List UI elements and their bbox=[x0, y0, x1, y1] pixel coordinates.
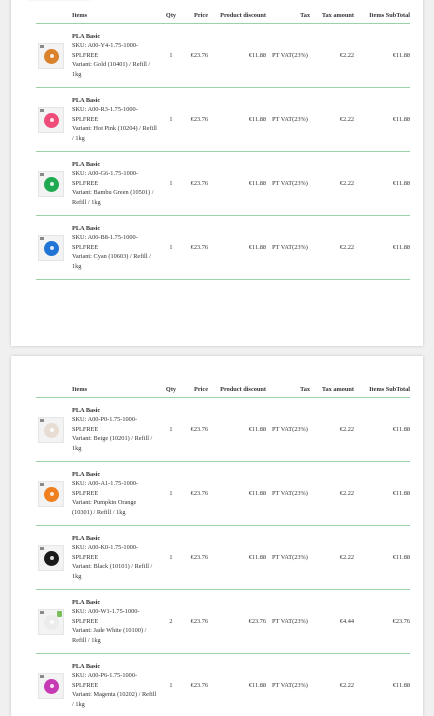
tax-cell: PT VAT(23%) bbox=[266, 24, 310, 88]
price-cell: €23.76 bbox=[182, 526, 208, 590]
product-thumbnail bbox=[38, 545, 64, 571]
tax-amount-cell: €2.22 bbox=[310, 24, 354, 88]
product-variant: Variant: Jade White (10100) / bbox=[72, 626, 160, 636]
product-variant-cont: 1kg bbox=[72, 572, 160, 582]
header-tax: Tax bbox=[266, 9, 310, 24]
product-description bbox=[72, 216, 160, 280]
tax-amount-cell: €4.44 bbox=[310, 590, 354, 654]
tax-cell: PT VAT(23%) bbox=[266, 654, 310, 716]
subtotal-cell: €11.88 bbox=[354, 398, 410, 462]
qty-cell: 1 bbox=[160, 216, 182, 280]
tax-cell: PT VAT(23%) bbox=[266, 216, 310, 280]
product-sku-suffix: SPLFREE bbox=[72, 115, 160, 125]
product-description bbox=[72, 398, 160, 462]
discount-cell: €11.88 bbox=[208, 526, 266, 590]
subtotal-cell: €11.88 bbox=[354, 462, 410, 526]
product-thumbnail bbox=[38, 107, 64, 133]
qty-cell: 1 bbox=[160, 654, 182, 716]
table-row bbox=[36, 152, 410, 216]
discount-cell: €11.88 bbox=[208, 152, 266, 216]
product-sku: SKU: A00-Y4-1.75-1000- bbox=[72, 41, 160, 51]
subtotal-cell: €23.76 bbox=[354, 590, 410, 654]
price-cell: €23.76 bbox=[182, 398, 208, 462]
product-thumbnail bbox=[38, 235, 64, 261]
product-variant-cont: 1kg bbox=[72, 444, 160, 454]
brand-logo-icon bbox=[40, 237, 44, 240]
product-sku-suffix: SPLFREE bbox=[72, 681, 160, 691]
header-image bbox=[36, 383, 72, 398]
header-discount: Product discount bbox=[208, 9, 266, 24]
product-sku: SKU: A00-R3-1.75-1000- bbox=[72, 105, 160, 115]
discount-cell: €11.88 bbox=[208, 398, 266, 462]
product-sku: SKU: A00-P6-1.75-1000- bbox=[72, 671, 160, 681]
brand-logo-icon bbox=[40, 675, 44, 678]
product-sku: SKU: A00-K0-1.75-1000- bbox=[72, 543, 160, 553]
product-variant: Variant: Hot Pink (10204) / Refill bbox=[72, 124, 160, 134]
table-header-row bbox=[36, 9, 410, 24]
qty-cell: 1 bbox=[160, 526, 182, 590]
product-variant: Variant: Bambu Green (10501) / bbox=[72, 188, 160, 198]
table-row bbox=[36, 590, 410, 654]
table-row bbox=[36, 88, 410, 152]
product-description bbox=[72, 462, 160, 526]
tax-amount-cell: €2.22 bbox=[310, 654, 354, 716]
product-image-cell bbox=[36, 526, 72, 590]
qty-cell: 1 bbox=[160, 398, 182, 462]
product-variant-cont: / 1kg bbox=[72, 134, 160, 144]
header-price: Price bbox=[182, 9, 208, 24]
table-row bbox=[36, 24, 410, 88]
price-cell: €23.76 bbox=[182, 88, 208, 152]
product-sku: SKU: A00-W1-1.75-1000- bbox=[72, 607, 160, 617]
product-variant: Variant: Pumpkin Orange bbox=[72, 498, 160, 508]
invoice-page-1 bbox=[11, 0, 423, 346]
product-name: PLA Basic bbox=[72, 224, 160, 234]
price-cell: €23.76 bbox=[182, 590, 208, 654]
product-sku-suffix: SPLFREE bbox=[72, 617, 160, 627]
product-description bbox=[72, 526, 160, 590]
brand-logo-icon bbox=[40, 483, 44, 486]
tax-amount-cell: €2.22 bbox=[310, 216, 354, 280]
items-body bbox=[36, 398, 410, 716]
price-cell: €23.76 bbox=[182, 462, 208, 526]
product-variant: Variant: Beige (10201) / Refill / bbox=[72, 434, 160, 444]
product-sku-suffix: SPLFREE bbox=[72, 243, 160, 253]
product-name: PLA Basic bbox=[72, 32, 160, 42]
qty-cell: 1 bbox=[160, 152, 182, 216]
brand-logo-icon bbox=[40, 45, 44, 48]
tax-amount-cell: €2.22 bbox=[310, 152, 354, 216]
product-name: PLA Basic bbox=[72, 160, 160, 170]
brand-logo-icon bbox=[40, 109, 44, 112]
header-tax-amount: Tax amount bbox=[310, 9, 354, 24]
tax-amount-cell: €2.22 bbox=[310, 462, 354, 526]
header-tax-amount: Tax amount bbox=[310, 383, 354, 398]
invoice-page-2 bbox=[11, 356, 423, 716]
product-variant-cont: Refill / 1kg bbox=[72, 198, 160, 208]
product-thumbnail bbox=[38, 417, 64, 443]
product-description bbox=[72, 24, 160, 88]
product-thumbnail bbox=[38, 609, 64, 635]
price-cell: €23.76 bbox=[182, 24, 208, 88]
brand-logo-icon bbox=[40, 547, 44, 550]
subtotal-cell: €11.88 bbox=[354, 654, 410, 716]
product-sku: SKU: A00-A1-1.75-1000- bbox=[72, 479, 160, 489]
subtotal-cell: €11.88 bbox=[354, 88, 410, 152]
product-sku: SKU: A00-G6-1.75-1000- bbox=[72, 169, 160, 179]
items-body bbox=[36, 24, 410, 280]
header-discount: Product discount bbox=[208, 383, 266, 398]
refill-bag-icon bbox=[57, 611, 62, 617]
spool-hub-icon bbox=[50, 246, 54, 250]
product-variant: Variant: Cyan (10603) / Refill / bbox=[72, 252, 160, 262]
subtotal-cell: €11.88 bbox=[354, 24, 410, 88]
tax-amount-cell: €2.22 bbox=[310, 398, 354, 462]
spool-hub-icon bbox=[50, 556, 54, 560]
product-name: PLA Basic bbox=[72, 96, 160, 106]
discount-cell: €11.88 bbox=[208, 24, 266, 88]
header-image bbox=[36, 9, 72, 24]
price-cell: €23.76 bbox=[182, 216, 208, 280]
qty-cell: 2 bbox=[160, 590, 182, 654]
discount-cell: €11.88 bbox=[208, 216, 266, 280]
product-thumbnail bbox=[38, 43, 64, 69]
table-header-row bbox=[36, 383, 410, 398]
product-thumbnail bbox=[38, 481, 64, 507]
tax-amount-cell: €2.22 bbox=[310, 526, 354, 590]
product-sku-suffix: SPLFREE bbox=[72, 553, 160, 563]
product-sku-suffix: SPLFREE bbox=[72, 179, 160, 189]
subtotal-cell: €11.88 bbox=[354, 216, 410, 280]
product-description bbox=[72, 152, 160, 216]
product-variant-cont: / 1kg bbox=[72, 700, 160, 710]
product-image-cell bbox=[36, 462, 72, 526]
product-name: PLA Basic bbox=[72, 406, 160, 416]
product-image-cell bbox=[36, 398, 72, 462]
header-qty: Qty bbox=[160, 9, 182, 24]
subtotal-cell: €11.88 bbox=[354, 152, 410, 216]
product-image-cell bbox=[36, 654, 72, 716]
spool-hub-icon bbox=[50, 620, 54, 624]
qty-cell: 1 bbox=[160, 88, 182, 152]
brand-logo-icon bbox=[40, 419, 44, 422]
product-sku: SKU: A00-P0-1.75-1000- bbox=[72, 415, 160, 425]
product-name: PLA Basic bbox=[72, 534, 160, 544]
table-row bbox=[36, 398, 410, 462]
price-cell: €23.76 bbox=[182, 152, 208, 216]
product-variant-cont: 1kg bbox=[72, 262, 160, 272]
header-qty: Qty bbox=[160, 383, 182, 398]
product-sku-suffix: SPLFREE bbox=[72, 425, 160, 435]
qty-cell: 1 bbox=[160, 462, 182, 526]
product-sku: SKU: A00-B8-1.75-1000- bbox=[72, 233, 160, 243]
header-tax: Tax bbox=[266, 383, 310, 398]
spool-hub-icon bbox=[50, 428, 54, 432]
spool-hub-icon bbox=[50, 118, 54, 122]
discount-cell: €11.88 bbox=[208, 462, 266, 526]
product-image-cell bbox=[36, 590, 72, 654]
product-description bbox=[72, 654, 160, 716]
qty-cell: 1 bbox=[160, 24, 182, 88]
product-variant-cont: Refill / 1kg bbox=[72, 636, 160, 646]
product-description bbox=[72, 88, 160, 152]
header-subtotal: Items SubTotal bbox=[354, 9, 410, 24]
discount-cell: €11.88 bbox=[208, 88, 266, 152]
product-name: PLA Basic bbox=[72, 598, 160, 608]
product-variant: Variant: Black (10101) / Refill / bbox=[72, 562, 160, 572]
product-sku-suffix: SPLFREE bbox=[72, 51, 160, 61]
product-name: PLA Basic bbox=[72, 470, 160, 480]
tax-cell: PT VAT(23%) bbox=[266, 462, 310, 526]
spool-hub-icon bbox=[50, 684, 54, 688]
product-image-cell bbox=[36, 88, 72, 152]
discount-cell: €11.88 bbox=[208, 654, 266, 716]
header-items: Items bbox=[72, 9, 160, 24]
spool-hub-icon bbox=[50, 492, 54, 496]
tax-cell: PT VAT(23%) bbox=[266, 398, 310, 462]
tax-cell: PT VAT(23%) bbox=[266, 88, 310, 152]
product-name: PLA Basic bbox=[72, 662, 160, 672]
table-row bbox=[36, 654, 410, 716]
product-variant: Variant: Magenta (10202) / Refill bbox=[72, 690, 160, 700]
product-variant-cont: 1kg bbox=[72, 70, 160, 80]
table-row bbox=[36, 526, 410, 590]
tax-amount-cell: €2.22 bbox=[310, 88, 354, 152]
items-table bbox=[36, 383, 410, 716]
header-price: Price bbox=[182, 383, 208, 398]
items-table bbox=[36, 9, 410, 280]
spool-hub-icon bbox=[50, 54, 54, 58]
tax-cell: PT VAT(23%) bbox=[266, 526, 310, 590]
header-items: Items bbox=[72, 383, 160, 398]
product-thumbnail bbox=[38, 171, 64, 197]
spool-hub-icon bbox=[50, 182, 54, 186]
header-subtotal: Items SubTotal bbox=[354, 383, 410, 398]
product-variant: Variant: Gold (10401) / Refill / bbox=[72, 60, 160, 70]
price-cell: €23.76 bbox=[182, 654, 208, 716]
discount-cell: €23.76 bbox=[208, 590, 266, 654]
product-image-cell bbox=[36, 216, 72, 280]
subtotal-cell: €11.88 bbox=[354, 526, 410, 590]
product-image-cell bbox=[36, 24, 72, 88]
table-row bbox=[36, 216, 410, 280]
table-row bbox=[36, 462, 410, 526]
product-variant-cont: (10301) / Refill / 1kg bbox=[72, 508, 160, 518]
product-image-cell bbox=[36, 152, 72, 216]
product-thumbnail bbox=[38, 673, 64, 699]
product-sku-suffix: SPLFREE bbox=[72, 489, 160, 499]
tax-cell: PT VAT(23%) bbox=[266, 152, 310, 216]
tax-cell: PT VAT(23%) bbox=[266, 590, 310, 654]
product-description bbox=[72, 590, 160, 654]
brand-logo-icon bbox=[40, 173, 44, 176]
brand-logo-icon bbox=[40, 611, 44, 614]
